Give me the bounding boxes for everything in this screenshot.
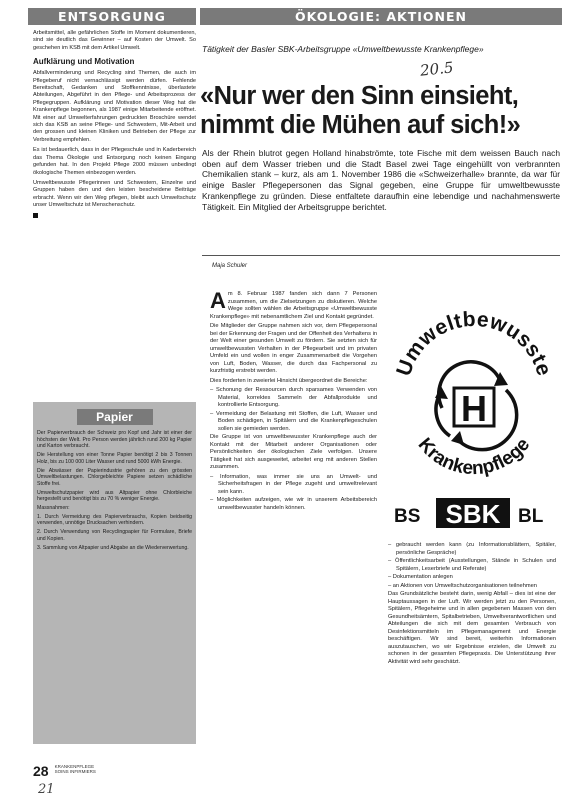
section-header-right: ÖKOLOGIE: AKTIONEN: [200, 8, 562, 25]
bullet-list: [210, 474, 377, 513]
paper-box-title: Papier: [77, 409, 153, 425]
handwritten-note: 20.5: [419, 58, 455, 80]
headline-line: nimmt die Mühen auf sich!»: [200, 111, 521, 139]
body-paragraph: Die Mitglieder der Gruppe nahmen sich vor, dem Pflegepersonal bei der Erkennung der Fragen und der Offenheit des Verhaltens in der Welt einer gesunden Umwelt zu fördern. Sie setzten sich für umweltbewussten Verhalten in der Pflegearbeit und im privaten Umfeld ein und wollen in enger Zusammenarbeit die Vorgehen von Luft, Boden, Wasser, die durch das Fachpersonal zu kurzfristig erstrebt werden.: [210, 323, 377, 374]
article-kicker: Tätigkeit der Basler SBK-Arbeitsgruppe «Umweltbewusste Krankenpflege»: [202, 44, 484, 54]
list-item-text: an Aktionen von Umweltschutzorganisationen teilnehmen: [392, 582, 537, 589]
logo-right-code: BL: [518, 506, 544, 527]
list-item-text: Dokumentation anlegen: [392, 574, 453, 580]
bullet-list: [388, 542, 556, 590]
handwritten-page-mark: 21: [38, 782, 55, 797]
left-paragraph: Abfallverminderung und Recycling sind Themen, die auch im Pflegeberuf nicht vernachlässigt werden dürfen. Fehlende Bereitschaft, Gedanken und Stoffkenntnisse, überlastete Abteilungen, Abgeführt in den Pflege- und Arbeitsprozess der Pflegegruppen. Aufklärung und Motivation dieser Weg hat die Krankenpflege begonnen, als 1987 einige Mitarbeitende eröffnet. Mit einer auf Umwelterfahrungen gedruckten Broschüre wendet sich das KSB an seine Pflege- und Schwestern, Mit-Arbeit und den grossen und kleinen Kliniken und Betrieben der Pflege zur Verbreitung empfehlen.: [33, 70, 196, 143]
end-square: [33, 213, 38, 218]
paper-info-box: [33, 402, 196, 744]
logo-h-letter: H: [461, 388, 487, 429]
byline: Maja Schuler: [212, 263, 248, 269]
bullet-list: [210, 387, 377, 433]
paper-paragraph: Umweltschutzpapier wird aus Altpapier ohne Chlorbleiche hergestellt und benötigt bis zu 70 % weniger Energie.: [37, 489, 192, 503]
left-subheading: Aufklärung und Motivation: [33, 57, 135, 67]
article-column-middle: [210, 291, 377, 513]
list-item: – an Aktionen von Umweltschutzorganisationen teilnehmen: [388, 582, 537, 589]
page-number: 28: [33, 763, 49, 779]
publication-name: [55, 764, 96, 774]
list-item: – Vermeidung der Belastung mit Stoffen, die Luft, Wasser und Boden schädigen, in Spitälern und die Krankenpflegeschulen sollen sie gemieden werden.: [210, 410, 377, 432]
list-item-text: gebraucht werden kann (zu Informationsblättern, Spitäler, persönliche Gespräche): [395, 542, 556, 556]
paper-paragraph: 1. Durch Vermeidung des Papierverbrauchs, Kopien beidseitig verwenden, unnötige Drucksachen verhindern.: [37, 513, 192, 527]
article-headline: [200, 82, 568, 140]
list-item-text: Schonung der Ressourcen durch sparsames Verwenden von Material, korrektes Sammeln der Abfallprodukte und kontrollierte Entsorgung.: [216, 387, 377, 408]
paper-paragraph: 2. Durch Verwendung von Recyclingpapier für Formulare, Briefe und Kopien.: [37, 529, 192, 542]
list-item: – Dokumentation anlegen: [388, 574, 453, 580]
list-item: – Information, was immer sie uns an Umwelt- und Sicherheitsfragen in der Pflege zugeht und umweltrelevant sein kann.: [210, 473, 377, 495]
left-intro: Arbeitsmittel, alle gefährlichen Stoffe im Moment dokumentieren, sind sie deutlich das Gewinner – auf Kosten der Umwelt. So geschehen im KSB mit dem Artikel Umwelt.: [33, 30, 196, 51]
logo-bottom-text: Krankenpflege: [413, 434, 535, 480]
list-item: – Öffentlichkeitsarbeit (Ausstellungen, Stände in Schulen und Spitälern, Leserbriefe und Referate): [388, 558, 556, 572]
paper-paragraph: 3. Sammlung von Altpapier und Abgabe an die Wiederverwertung.: [37, 544, 189, 551]
left-column: [33, 30, 196, 221]
publication-line: KRANKENPFLEGE: [54, 764, 95, 769]
paper-paragraph: Die Abwässer der Papierindustrie gehören zu den grössten Umweltbelastungen. Chlorgebleichte Papiere setzen schädliche Stoffe frei.: [37, 467, 192, 487]
logo-top-text: Umweltbewusste: [392, 307, 556, 379]
first-paragraph-text: m 8. Februar 1987 fanden sich dann 7 Personen zusammen, um die Zielsetzungen zu diskutieren. Welche Wege sollten wählen die Arbeitsgruppe «Umweltbewusste Krankenpflege» mit nebenamtlichem Ziel und Kontakt gegründet.: [210, 291, 377, 320]
logo-center-code: SBK: [445, 499, 501, 529]
section-header-left: ENTSORGUNG: [28, 8, 196, 25]
list-item-text: Möglichkeiten aufzeigen, wie wir in unserem Arbeitsbereich umweltbewusster handeln können.: [216, 497, 377, 511]
list-item-text: Vermeidung der Belastung mit Stoffen, die Luft, Wasser und Boden schädigen, in Spitälern und die Krankenpflegeschulen sollen sie gemieden werden.: [216, 410, 377, 432]
body-paragraph: Dies forderten in zweierlei Hinsicht übergeordnet die Bereiche:: [210, 377, 368, 384]
list-item: – Schonung der Ressourcen durch sparsames Verwenden von Material, korrektes Sammeln der Abfallprodukte und kontrollierte Entsorgung.: [210, 387, 377, 408]
body-paragraph: Die Gruppe ist von umweltbewusster Krankenpflege auch der Kontakt mit der Mitarbeit anderer Organisationen oder Persönlichkeiten der ökologischen Ziele verfolgen. Unsere Tätigkeit hat sich ausgeweitet, arbeitet eng mit anderen Stellen zusammen.: [210, 434, 377, 470]
paper-box-body: [33, 430, 196, 551]
logo-left-code: BS: [394, 506, 421, 527]
paper-paragraph: Die Herstellung von einer Tonne Papier benötigt 2 bis 3 Tonnen Holz, bis zu 100 000 Liter Wasser und rund 5000 kWh Energie.: [37, 452, 192, 465]
paper-paragraph: Der Papierverbrauch der Schweiz pro Kopf und Jahr ist einer der höchsten der Welt. Pro Person werden jährlich rund 200 kg Papier und Karton verbraucht.: [37, 430, 192, 450]
list-item-text: Information, was immer sie uns an Umwelt- und Sicherheitsfragen in der Pflege zugeht und umweltrelevant sein kann.: [218, 473, 377, 495]
list-item: – gebraucht werden kann (zu Informationsblättern, Spitäler, persönliche Gespräche): [388, 542, 556, 556]
paper-paragraph: Massnahmen:: [37, 505, 70, 512]
divider: [202, 255, 560, 256]
publication-line: SOINS INFIRMIERS: [54, 769, 96, 775]
umweltbewusste-krankenpflege-logo: [388, 290, 558, 532]
article-lead: Als der Rhein blutrot gegen Holland hinabströmte, tote Fische mit dem weissen Bauch nach oben auf dem Wasser trieben und die Stadt Basel zwei Tage eingehüllt von verbrannten Chemikalien stank – kurz, als am 1. November 1986 die «Schweizerhalle» brannte, da war für einige Basler Pflegepersonen das Signal gegeben, eine Gruppe für umweltbewusste Krankenpflege zu gründen. Diese entfaltete daraufhin eine lebendige und nachahmenswerte Tätigkeit. Ein Mitglied der Arbeitsgruppe berichtet.: [202, 148, 560, 212]
left-paragraph: Es ist bedauerlich, dass in der Pflegeschule und in Kaderbereich das Thema Ökologie und Entsorgung noch keinen Eingang gefunden hat. In den Projekt Pflege 2000 müssen unbedingt ökologische Themen einbezogen werden.: [33, 147, 196, 176]
article-column-right: [388, 542, 556, 668]
list-item-text: Öffentlichkeitsarbeit (Ausstellungen, Stände in Schulen und Spitälern, Leserbriefe und Referate): [395, 558, 556, 572]
body-paragraph: Das Grundsätzliche besteht darin, wenig Abfall – dies ist eine der Hauptaussagen in der Luft. Wir werden jetzt zu den Personen, Spitälern, Pflegeheime und in allen gegebenen Massen von den Gesundheitsämtern, Spitalbetrieben, Umweltverantwortlichen und Abteilungen die sich mit dem gesamten Verbrauch von Desinfektionsmitteln im Pflegemanagement und Energie beschäftigen. Wir sind bereit, weiterhin Informationen auszutauschen, wo wir Ergebnisse erzielen, die Umwelt zu schonen in der gesamten Pflegepraxis. Die Unterstützung ihrer Aktivität wird sehr geschätzt.: [388, 591, 556, 665]
list-item: – Möglichkeiten aufzeigen, wie wir in unserem Arbeitsbereich umweltbewusster handeln können.: [210, 497, 377, 511]
first-paragraph: [210, 291, 377, 321]
page-footer: [33, 764, 96, 778]
left-paragraph: Umweltbewusste Pflegerinnen und Schwestern, Einzelne und Gruppen haben den und den leisten bescheidene Beiträge erbracht. Wenn wir den Weg pflegen, bleibt auch Umweltschutz unser Umweltschutz ist Menschenschutz.: [33, 179, 196, 209]
headline-line: «Nur wer den Sinn einsieht,: [200, 82, 519, 110]
drop-cap: A: [210, 291, 226, 313]
